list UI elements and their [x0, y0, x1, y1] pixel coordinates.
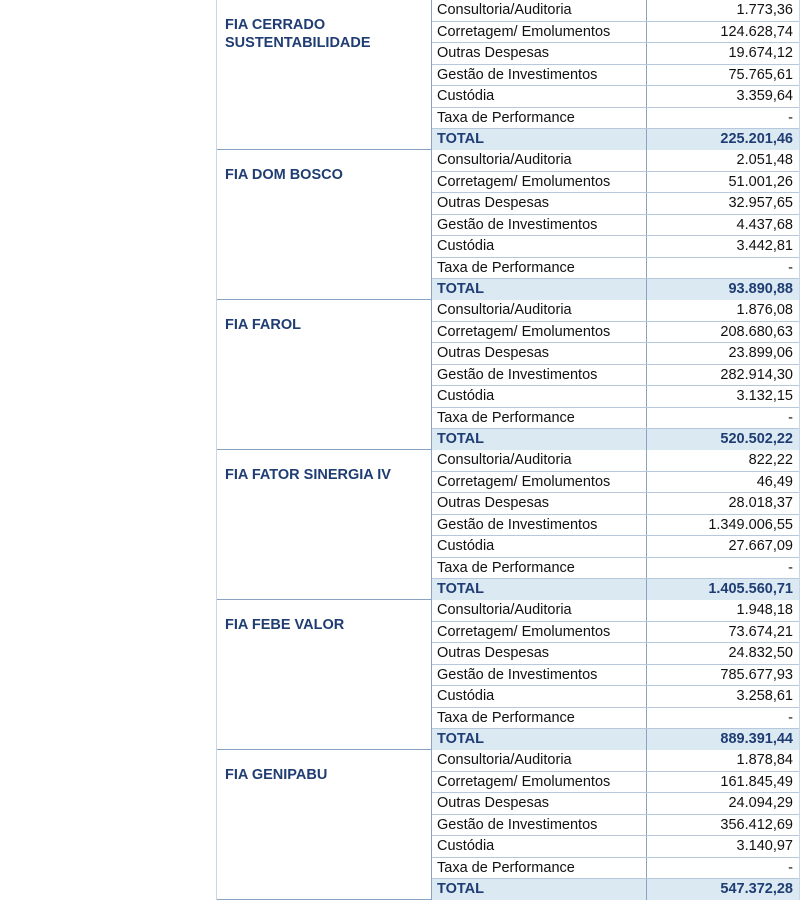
- expense-label: Consultoria/Auditoria: [432, 300, 647, 321]
- table-row: [432, 472, 799, 494]
- fund-block: [217, 0, 799, 150]
- fund-name: FIA FAROL: [217, 300, 432, 449]
- expense-value: 822,22: [748, 452, 793, 468]
- expense-value: 161.845,49: [720, 773, 793, 790]
- table-row: [432, 536, 799, 558]
- expense-value: 124.628,74: [720, 23, 793, 40]
- expense-label: Taxa de Performance: [432, 408, 647, 429]
- expense-label: Taxa de Performance: [432, 708, 647, 729]
- table-row: [432, 22, 799, 44]
- expense-label: Consultoria/Auditoria: [432, 150, 647, 171]
- expense-value: 3.132,15: [736, 388, 793, 404]
- table-row: [432, 172, 799, 194]
- expense-label: Corretagem/ Emolumentos: [432, 322, 647, 343]
- total-label: TOTAL: [432, 879, 647, 900]
- expense-value: 32.957,65: [728, 195, 793, 211]
- expense-value: 73.674,21: [728, 623, 793, 640]
- expense-label: Outras Despesas: [432, 193, 647, 214]
- total-value: 93.890,88: [728, 281, 793, 297]
- expense-value: 75.765,61: [728, 66, 793, 83]
- table-row: [432, 343, 799, 365]
- total-row: [432, 729, 799, 750]
- expense-label: Custódia: [432, 536, 647, 557]
- table-row: [432, 300, 799, 322]
- total-value: 547.372,28: [720, 881, 793, 897]
- expense-label: Custódia: [432, 686, 647, 707]
- table-row: [432, 493, 799, 515]
- expense-value: -: [788, 109, 793, 126]
- table-row: [432, 815, 799, 837]
- expense-value: -: [788, 409, 793, 426]
- fund-rows: [432, 450, 799, 599]
- table-row: [432, 386, 799, 408]
- table-row: [432, 793, 799, 815]
- fund-rows: [432, 750, 799, 899]
- table-row: [432, 0, 799, 22]
- expense-value: 1.349.006,55: [708, 516, 793, 533]
- table-row: [432, 215, 799, 237]
- expense-table: [216, 0, 800, 900]
- table-row: [432, 43, 799, 65]
- fund-block: [217, 150, 799, 300]
- expense-label: Consultoria/Auditoria: [432, 450, 647, 471]
- total-value: 889.391,44: [720, 731, 793, 747]
- expense-label: Custódia: [432, 86, 647, 107]
- table-row: [432, 708, 799, 730]
- fund-rows: [432, 0, 799, 149]
- expense-value: 1.876,08: [736, 302, 793, 318]
- table-row: [432, 858, 799, 880]
- total-label: TOTAL: [432, 279, 647, 300]
- expense-value: 282.914,30: [720, 366, 793, 383]
- total-row: [432, 279, 799, 300]
- table-row: [432, 258, 799, 280]
- total-row: [432, 429, 799, 450]
- fund-block: [217, 750, 799, 900]
- expense-value: 2.051,48: [736, 152, 793, 168]
- expense-label: Corretagem/ Emolumentos: [432, 472, 647, 493]
- fund-name: FIA FEBE VALOR: [217, 600, 432, 749]
- total-label: TOTAL: [432, 129, 647, 150]
- table-row: [432, 150, 799, 172]
- table-row: [432, 643, 799, 665]
- table-row: [432, 322, 799, 344]
- table-row: [432, 622, 799, 644]
- expense-value: 208.680,63: [720, 323, 793, 340]
- expense-value: -: [788, 709, 793, 726]
- expense-value: -: [788, 259, 793, 276]
- table-row: [432, 365, 799, 387]
- total-row: [432, 129, 799, 150]
- expense-label: Custódia: [432, 836, 647, 857]
- total-value: 520.502,22: [720, 431, 793, 447]
- total-value: 1.405.560,71: [708, 581, 793, 597]
- total-row: [432, 879, 799, 900]
- expense-value: 51.001,26: [728, 173, 793, 190]
- fund-block: [217, 300, 799, 450]
- expense-value: 24.094,29: [728, 795, 793, 811]
- expense-label: Outras Despesas: [432, 493, 647, 514]
- expense-label: Gestão de Investimentos: [432, 515, 647, 536]
- total-label: TOTAL: [432, 579, 647, 600]
- table-row: [432, 236, 799, 258]
- expense-label: Corretagem/ Emolumentos: [432, 22, 647, 43]
- expense-label: Custódia: [432, 236, 647, 257]
- expense-label: Outras Despesas: [432, 643, 647, 664]
- fund-name: FIA GENIPABU: [217, 750, 432, 899]
- expense-label: Consultoria/Auditoria: [432, 600, 647, 621]
- expense-value: 3.140,97: [736, 838, 793, 854]
- expense-value: 1.773,36: [736, 2, 793, 18]
- table-row: [432, 86, 799, 108]
- expense-value: 19.674,12: [728, 45, 793, 61]
- expense-value: 3.442,81: [736, 238, 793, 254]
- total-row: [432, 579, 799, 600]
- table-row: [432, 515, 799, 537]
- fund-rows: [432, 150, 799, 299]
- expense-label: Taxa de Performance: [432, 108, 647, 129]
- expense-value: 46,49: [756, 473, 793, 490]
- fund-block: [217, 450, 799, 600]
- expense-value: 4.437,68: [736, 216, 793, 233]
- expense-label: Corretagem/ Emolumentos: [432, 172, 647, 193]
- expense-label: Gestão de Investimentos: [432, 815, 647, 836]
- table-row: [432, 750, 799, 772]
- expense-value: 3.258,61: [736, 688, 793, 704]
- table-row: [432, 686, 799, 708]
- fund-rows: [432, 300, 799, 449]
- expense-value: 1.878,84: [736, 752, 793, 768]
- table-row: [432, 65, 799, 87]
- table-row: [432, 108, 799, 130]
- expense-label: Taxa de Performance: [432, 858, 647, 879]
- expense-label: Gestão de Investimentos: [432, 215, 647, 236]
- total-value: 225.201,46: [720, 131, 793, 147]
- expense-label: Consultoria/Auditoria: [432, 0, 647, 21]
- fund-name: FIA CERRADO SUSTENTABILIDADE: [217, 0, 432, 149]
- expense-label: Outras Despesas: [432, 43, 647, 64]
- table-row: [432, 558, 799, 580]
- fund-block: [217, 600, 799, 750]
- expense-label: Gestão de Investimentos: [432, 365, 647, 386]
- expense-label: Outras Despesas: [432, 793, 647, 814]
- expense-label: Corretagem/ Emolumentos: [432, 622, 647, 643]
- expense-label: Gestão de Investimentos: [432, 65, 647, 86]
- fund-rows: [432, 600, 799, 749]
- table-row: [432, 665, 799, 687]
- expense-label: Corretagem/ Emolumentos: [432, 772, 647, 793]
- table-row: [432, 450, 799, 472]
- total-label: TOTAL: [432, 729, 647, 750]
- expense-label: Taxa de Performance: [432, 258, 647, 279]
- table-row: [432, 408, 799, 430]
- table-row: [432, 193, 799, 215]
- expense-value: 785.677,93: [720, 666, 793, 683]
- expense-value: 356.412,69: [720, 816, 793, 833]
- expense-label: Outras Despesas: [432, 343, 647, 364]
- expense-value: 3.359,64: [736, 88, 793, 104]
- expense-label: Consultoria/Auditoria: [432, 750, 647, 771]
- total-label: TOTAL: [432, 429, 647, 450]
- expense-value: 23.899,06: [728, 345, 793, 361]
- expense-value: -: [788, 559, 793, 576]
- table-row: [432, 772, 799, 794]
- expense-label: Custódia: [432, 386, 647, 407]
- expense-label: Gestão de Investimentos: [432, 665, 647, 686]
- expense-value: 24.832,50: [728, 645, 793, 661]
- table-row: [432, 836, 799, 858]
- expense-value: 1.948,18: [736, 602, 793, 618]
- table-row: [432, 600, 799, 622]
- fund-name: FIA FATOR SINERGIA IV: [217, 450, 432, 599]
- fund-name: FIA DOM BOSCO: [217, 150, 432, 299]
- expense-value: -: [788, 859, 793, 876]
- expense-label: Taxa de Performance: [432, 558, 647, 579]
- expense-value: 27.667,09: [728, 538, 793, 554]
- expense-value: 28.018,37: [728, 495, 793, 511]
